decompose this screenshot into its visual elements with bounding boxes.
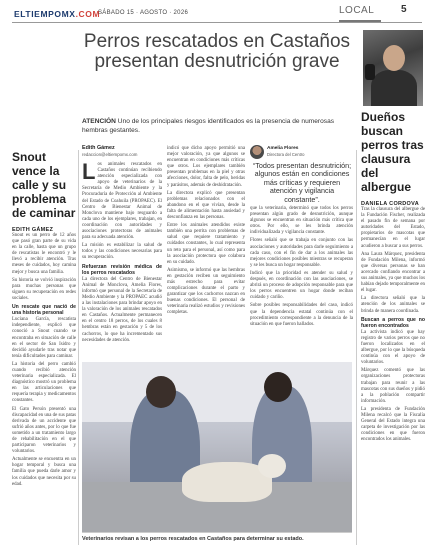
page-number: 5	[401, 4, 407, 15]
subhead-keyword: ATENCIÓN	[82, 118, 116, 125]
right-paragraph: Márquez comentó que las organizaciones protectoras trabajan para reunir a las mascotas con sus dueños y pidió a la población compartir información.	[361, 368, 425, 404]
left-subheading: Un rescate que nació de una historia personal	[12, 304, 76, 317]
left-paragraph: Snout es un perro de 12 años que pasó gran parte de su vida en la calle, hasta que un grupo de rescatistas le encontró y le llevó a recibir atención. Tras meses de cuidados, hoy camina mejor y busca una familia.	[12, 233, 76, 275]
subhead-text: Uno de los principales riesgos identificados es la presencia de numerosas hembras gestantes.	[82, 118, 335, 134]
main-paragraph: La misión es estabilizar la salud de todos y las condiciones necesarias para su recuperación.	[82, 243, 162, 261]
right-paragraph: Ana Laura Márquez, presidenta de Fundación Milena, informó que diversas personas se han acercado confiando encontrar a sus animales, ya que muchos los habían dejado temporalmente en el lugar.	[361, 251, 425, 294]
main-byline-email[interactable]: redaccion@eltiempomx.com	[82, 152, 138, 157]
left-paragraph: Luciana García, rescatista independiente, explicó que conoció a Snout cuando se encontraba en situación de calle en el sector de San Isidro y decidió ayudarle tras notar que tenía dificultades para caminar.	[12, 317, 76, 359]
main-paragraph: Los animales rescatados en Castaños continúan recibiendo atención especializada con apoyo de veterinarios de la Secretaría de Medio Ambiente y la Procuraduría de Protección al Ambiente del Estado de Coahuila (PROPAEC). El Centro de Bienestar Animal de Monclova mantiene bajo resguardo a cada uno de los ejemplares, trabajan, en coordinación con autoridades y asociaciones protectoras de animales para su adecuada atención.	[82, 159, 162, 241]
main-column-1	[82, 159, 162, 346]
column-divider	[78, 150, 79, 545]
photo-wall	[82, 362, 352, 422]
microphone-icon	[365, 64, 375, 80]
quote-avatar	[250, 145, 264, 159]
quote-source-name: Amelia Flores	[267, 146, 299, 151]
photo-dog-head	[258, 454, 286, 478]
photo-vet-left-head	[146, 376, 176, 408]
pull-quote: “Todos presentan desnutrición; algunos están en condiciones más críticas y requieren atención y vigilancia constante”.	[252, 161, 352, 204]
right-paragraph: La presidenta de Fundación Milena recalcó que la Fiscalía General del Estado integra una carpeta de investigación por las condiciones en que fueron encontrados los animales.	[361, 406, 425, 443]
header-rule	[12, 22, 422, 23]
right-paragraph: La directora señaló que la atención de los animales se brinda de manera coordinada.	[361, 296, 425, 314]
quote-source-role: Directora del Centro	[267, 152, 305, 157]
drop-cap: L	[82, 159, 96, 184]
main-byline: Edith Gámez	[82, 145, 115, 151]
left-paragraph: La historia del perro cambió cuando recibió atención veterinaria especializada. El diagnóstico mostró un problema en las articulaciones que requería terapia y medicamentos constantes.	[12, 361, 76, 404]
main-paragraph: Indicó que la prioridad es atender su salud y después, en coordinación con las asociaciones, se abrirá un proceso de adopción responsable para que los perros encuentren un hogar donde reciban cuidado y cariño.	[250, 270, 353, 301]
left-headline: Snout vence la calle y su problema de caminar	[12, 150, 76, 220]
right-subheading: Buscan a perros que no fueron encontrados	[361, 316, 425, 329]
main-subheading: Refuerzan revisión médica de los perros rescatados	[82, 263, 162, 276]
right-paragraph: Tras la clausura del albergue de la Fundación Fischer, realizada el pasado fin de semana por autoridades del Estado, propietarios de mascotas que permanecían en el lugar acudieron a buscar a sus perros.	[361, 207, 425, 249]
main-paragraph: La directora del Centro de Bienestar Animal de Monclova, Amelia Flores, informó que personal de la Secretaría de Medio Ambiente y la PROPAEC acudió a las instalaciones para brindar apoyo en la valoración de los animales rescatados en Castaños. Actualmente permanecen en el centro 18 perros, de los cuales 8 hembras están en gestación y 5 de los cachorros, lo que ha incrementado sus necesidades de atención.	[82, 276, 162, 343]
main-paragraph: que la veterinaria, determinó que todos los perros presentan algún grado de desnutrición, aunque algunos se encuentran en situación más crítica que otros. Por ello, se les brinda atención individualizada y vigilancia constante.	[250, 206, 353, 236]
left-story	[12, 150, 76, 490]
interview-photo	[363, 30, 423, 106]
main-paragraph: Asimismo, se informó que las hembras en gestación reciben un seguimiento más estrecho para evitar complicaciones durante el parto y garantizar que los cachorros nazcan en buenas condiciones. El personal de veterinaria realizó estudios y revisiones completas.	[167, 267, 245, 316]
main-subhead	[82, 118, 356, 135]
masthead	[0, 0, 433, 30]
photo-vet-right-head	[264, 372, 292, 402]
main-paragraph: La directora explicó que presentan problemas relacionados con el abandono en el que vivían, desde la falta de alimentación hasta ansiedad y desconfianza en las personas.	[167, 190, 245, 221]
left-byline: EDITH GÁMEZ	[12, 227, 54, 233]
left-body	[12, 233, 76, 488]
right-story	[361, 110, 425, 445]
caption-rule	[82, 532, 352, 533]
site-logo[interactable]: ELTIEMPOMX.COM	[14, 9, 101, 19]
photo-caption: Veterinarios revisan a los perros rescatados en Castaños para determinar su estado.	[82, 536, 304, 542]
right-headline: Dueños buscan perros tras clausura del albergue	[361, 110, 424, 194]
left-paragraph: Su historia se volvió inspiración para muchas personas que siguen su recuperación en redes sociales.	[12, 277, 76, 301]
main-headline: Perros rescatados en Castaños presentan desnutrición grave	[83, 31, 351, 72]
right-byline: DANIELA CORDOVA	[361, 201, 419, 207]
column-divider	[356, 150, 357, 545]
main-column-2	[167, 146, 245, 319]
main-paragraph: Entre los animales atendidos existe también una perrita con problemas de salud que requiere tratamiento y cuidados constantes, lo cual representa un reto para el personal, así como para la asociación protectora que colabora en su cuidado.	[167, 223, 245, 265]
left-paragraph: Actualmente se encuentra en un hogar temporal y busca una familia que pueda darle amor y los cuidados que necesita por su edad.	[12, 457, 76, 487]
section-label: LOCAL	[339, 5, 375, 16]
dateline: SÁBADO 15 · AGOSTO · 2026	[98, 10, 189, 16]
right-body	[361, 207, 425, 443]
photo-figure-body	[371, 70, 417, 106]
right-paragraph: La activista indicó que hay registro de varios perros que no fueron localizados en el albergue, por lo que la búsqueda continúa con el apoyo de voluntarios.	[361, 329, 425, 366]
main-paragraph: Flores señaló que se trabaja en conjunto con las asociaciones y autoridades para darle seguimiento a cada caso, con el fin de dar a los animales las mejores condiciones posibles mientras se recuperan y se les busca un hogar responsable.	[250, 238, 353, 268]
photo-figure-head	[383, 45, 405, 71]
main-paragraph: Sobre posibles responsabilidades del caso, indicó que la dependencia estatal continúa con el procedimiento correspondiente a la denuncia de la situación en que fueron hallados.	[250, 303, 353, 327]
main-photo	[82, 362, 352, 532]
left-paragraph: El Gato Persón presentó una discapacidad en una de sus patas derivada de un accidente que sufrió años antes, por lo que fue sometido a un tratamiento largo de rehabilitación en el que participaron veterinarios y voluntarios.	[12, 406, 76, 455]
main-column-3	[250, 206, 353, 330]
section-underline	[339, 20, 381, 22]
main-paragraph: indicó que dicho apoyo permitió una mejor valoración, ya que algunos se encuentran en condiciones más críticas que otros. Los ejemplares también presentan problemas en la piel y otras afecciones, dolor, falta de pelo, heridas y parásitos, además de deshidratación.	[167, 146, 245, 188]
